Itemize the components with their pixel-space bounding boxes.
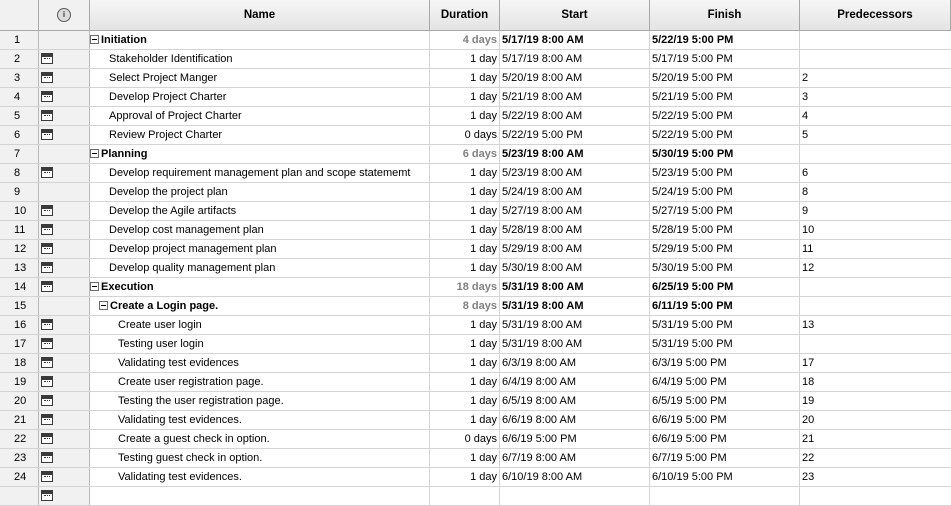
calendar-icon [41,243,53,254]
calendar-icon [41,452,53,463]
task-row[interactable] [0,468,951,487]
duration-cell[interactable]: 1 day [430,50,500,68]
task-row[interactable] [0,126,951,145]
finish-cell[interactable]: 5/17/19 5:00 PM [650,50,800,68]
row-id[interactable]: 24 [0,468,39,486]
start-cell[interactable]: 5/23/19 8:00 AM [500,164,650,182]
calendar-icon [41,357,53,368]
row-id[interactable]: 22 [0,430,39,448]
finish-cell[interactable]: 5/21/19 5:00 PM [650,88,800,106]
task-name: Testing guest check in option. [118,452,263,464]
duration-cell[interactable]: 1 day [430,335,500,353]
row-id[interactable]: 5 [0,107,39,125]
task-row[interactable] [0,183,951,202]
predecessors-cell[interactable]: 23 [802,471,815,483]
summary-task-row[interactable] [0,278,951,297]
task-name-cell[interactable] [90,430,430,448]
task-name-cell[interactable] [90,221,430,239]
task-name-cell[interactable] [90,316,430,334]
row-id[interactable]: 16 [0,316,39,334]
row-id[interactable]: 2 [0,50,39,68]
task-name: Develop quality management plan [109,262,276,274]
indicators-cell [39,430,90,448]
calendar-icon [41,414,53,425]
task-name: Develop requirement management plan and scope statememt [109,167,411,179]
task-name-cell[interactable] [90,50,430,68]
indicators-cell [39,50,90,68]
task-name-cell[interactable] [90,31,430,49]
task-name: Select Project Manger [109,72,218,84]
calendar-icon [41,471,53,482]
finish-cell[interactable]: 6/7/19 5:00 PM [650,449,800,467]
task-name: Create user registration page. [118,376,264,388]
task-name-cell[interactable] [90,411,430,429]
start-cell[interactable] [500,487,650,505]
predecessors-cell[interactable]: 3 [802,91,809,103]
predecessors-cell[interactable]: 12 [802,262,815,274]
indicators-cell [39,145,90,163]
indicators-cell [39,259,90,277]
column-header-name[interactable]: Name [90,0,430,30]
column-header-row [0,0,951,31]
indicators-cell [39,468,90,486]
duration-cell[interactable]: 1 day [430,411,500,429]
predecessors-cell[interactable]: 22 [802,452,815,464]
finish-cell[interactable]: 6/3/19 5:00 PM [650,354,800,372]
row-id[interactable]: 1 [0,31,39,49]
start-cell[interactable]: 5/17/19 8:00 AM [500,31,650,49]
task-row[interactable] [0,88,951,107]
row-id[interactable]: 6 [0,126,39,144]
task-name-cell[interactable] [90,183,430,201]
duration-cell[interactable]: 18 days [430,278,500,296]
summary-task-row[interactable] [0,145,951,164]
finish-cell[interactable]: 5/30/19 5:00 PM [650,259,800,277]
column-header-start[interactable]: Start [500,0,650,30]
task-name-cell[interactable] [90,449,430,467]
task-name-cell[interactable] [90,69,430,87]
predecessors-cell[interactable]: 10 [802,224,815,236]
column-header-indicators[interactable] [39,0,90,30]
indicators-cell [39,88,90,106]
task-row[interactable] [0,373,951,392]
predecessors-cell[interactable]: 8 [802,186,809,198]
collapse-toggle-icon[interactable] [90,35,99,44]
calendar-icon [41,110,53,121]
start-cell[interactable]: 5/31/19 8:00 AM [500,278,650,296]
task-name-cell[interactable] [90,88,430,106]
task-name-cell[interactable] [90,487,430,505]
start-cell[interactable]: 6/6/19 5:00 PM [500,430,650,448]
task-name-cell[interactable] [90,164,430,182]
finish-cell[interactable]: 6/10/19 5:00 PM [650,468,800,486]
finish-cell[interactable]: 5/30/19 5:00 PM [650,145,800,163]
task-name: Testing the user registration page. [118,395,284,407]
task-row[interactable] [0,430,951,449]
calendar-icon [41,338,53,349]
duration-cell[interactable]: 1 day [430,88,500,106]
task-row[interactable] [0,259,951,278]
indicators-cell [39,278,90,296]
start-cell[interactable]: 5/22/19 8:00 AM [500,107,650,125]
task-name-cell[interactable] [90,240,430,258]
calendar-icon [41,395,53,406]
finish-cell[interactable]: 5/28/19 5:00 PM [650,221,800,239]
finish-cell[interactable]: 5/31/19 5:00 PM [650,316,800,334]
task-name-cell[interactable] [90,259,430,277]
start-cell[interactable]: 6/5/19 8:00 AM [500,392,650,410]
indicators-cell [39,354,90,372]
duration-cell[interactable]: 1 day [430,183,500,201]
task-name-cell[interactable] [90,335,430,353]
duration-cell[interactable]: 6 days [430,145,500,163]
row-id[interactable]: 23 [0,449,39,467]
duration-cell[interactable]: 1 day [430,259,500,277]
task-name: Stakeholder Identification [109,53,233,65]
task-row[interactable] [0,411,951,430]
task-name-cell[interactable] [90,145,430,163]
row-id[interactable]: 8 [0,164,39,182]
duration-cell[interactable]: 4 days [430,31,500,49]
duration-cell[interactable]: 1 day [430,354,500,372]
calendar-icon [41,433,53,444]
row-id[interactable]: 18 [0,354,39,372]
predecessors-cell[interactable]: 9 [802,205,809,217]
duration-cell[interactable]: 0 days [430,430,500,448]
duration-cell[interactable]: 1 day [430,221,500,239]
task-name: Planning [101,148,148,160]
task-name: Develop cost management plan [109,224,264,236]
predecessors-cell[interactable]: 20 [802,414,815,426]
task-name: Create a guest check in option. [118,433,270,445]
task-name: Validating test evidences [118,357,239,369]
row-id[interactable]: 3 [0,69,39,87]
task-name-cell[interactable] [90,107,430,125]
task-name: Create user login [118,319,202,331]
task-name: Approval of Project Charter [109,110,242,122]
calendar-icon [41,262,53,273]
indicators-cell [39,164,90,182]
predecessors-cell[interactable] [800,487,951,505]
indicators-cell [39,316,90,334]
summary-task-row[interactable] [0,297,951,316]
predecessors-cell[interactable]: 21 [802,433,815,445]
row-id[interactable]: 19 [0,373,39,391]
finish-cell[interactable]: 6/6/19 5:00 PM [650,411,800,429]
finish-cell[interactable]: 6/25/19 5:00 PM [650,278,800,296]
indicators-cell [39,126,90,144]
task-name-cell[interactable] [90,373,430,391]
start-cell[interactable]: 5/22/19 5:00 PM [500,126,650,144]
indicators-cell [39,487,90,505]
finish-cell[interactable]: 6/4/19 5:00 PM [650,373,800,391]
task-name-cell[interactable] [90,392,430,410]
finish-cell[interactable]: 6/11/19 5:00 PM [650,297,800,315]
finish-cell[interactable]: 5/27/19 5:00 PM [650,202,800,220]
row-id[interactable]: 21 [0,411,39,429]
predecessors-cell[interactable] [800,145,951,163]
start-cell[interactable]: 6/6/19 8:00 AM [500,411,650,429]
start-cell[interactable]: 5/30/19 8:00 AM [500,259,650,277]
row-id[interactable]: 4 [0,88,39,106]
finish-cell[interactable]: 5/22/19 5:00 PM [650,107,800,125]
start-cell[interactable]: 5/24/19 8:00 AM [500,183,650,201]
task-name: Validating test evidences. [118,414,242,426]
task-name-cell[interactable] [90,126,430,144]
start-cell[interactable]: 6/4/19 8:00 AM [500,373,650,391]
task-name: Initiation [101,34,147,46]
start-cell[interactable]: 5/27/19 8:00 AM [500,202,650,220]
task-row[interactable] [0,449,951,468]
task-row[interactable] [0,354,951,373]
task-name: Testing user login [118,338,204,350]
start-cell[interactable]: 5/20/19 8:00 AM [500,69,650,87]
start-cell[interactable]: 6/3/19 8:00 AM [500,354,650,372]
task-name: Develop Project Charter [109,91,227,103]
duration-cell[interactable]: 0 days [430,126,500,144]
row-id[interactable]: 15 [0,297,39,315]
task-row[interactable] [0,202,951,221]
start-cell[interactable]: 5/23/19 8:00 AM [500,145,650,163]
start-cell[interactable]: 5/21/19 8:00 AM [500,88,650,106]
info-icon: i [57,8,71,22]
task-name-cell[interactable] [90,354,430,372]
finish-cell[interactable]: 6/6/19 5:00 PM [650,430,800,448]
collapse-toggle-icon[interactable] [90,149,99,158]
row-id[interactable]: 20 [0,392,39,410]
start-cell[interactable]: 5/28/19 8:00 AM [500,221,650,239]
column-header-finish[interactable]: Finish [650,0,800,30]
task-name: Develop project management plan [109,243,277,255]
predecessors-cell[interactable]: 2 [802,72,809,84]
start-cell[interactable]: 5/31/19 8:00 AM [500,335,650,353]
duration-cell[interactable]: 1 day [430,468,500,486]
indicators-cell [39,221,90,239]
duration-cell[interactable]: 8 days [430,297,500,315]
task-row[interactable] [0,487,951,506]
duration-cell[interactable]: 1 day [430,316,500,334]
calendar-icon [41,281,53,292]
row-id[interactable]: 11 [0,221,39,239]
task-row[interactable] [0,240,951,259]
task-name-cell[interactable] [90,278,430,296]
start-cell[interactable]: 5/31/19 8:00 AM [500,297,650,315]
calendar-icon [41,167,53,178]
duration-cell[interactable]: 1 day [430,373,500,391]
predecessors-cell[interactable]: 6 [802,167,809,179]
task-row[interactable] [0,50,951,69]
duration-cell[interactable]: 1 day [430,107,500,125]
predecessors-cell[interactable] [800,297,951,315]
row-id[interactable]: 14 [0,278,39,296]
task-name: Create a Login page. [110,300,219,312]
predecessors-cell[interactable] [800,31,951,49]
task-row[interactable] [0,164,951,183]
indicators-cell [39,449,90,467]
calendar-icon [41,91,53,102]
calendar-icon [41,224,53,235]
row-id[interactable]: 17 [0,335,39,353]
start-cell[interactable]: 5/29/19 8:00 AM [500,240,650,258]
row-id[interactable]: 9 [0,183,39,201]
collapse-toggle-icon[interactable] [99,301,108,310]
row-id[interactable] [0,487,39,505]
calendar-icon [41,129,53,140]
task-name-cell[interactable] [90,202,430,220]
calendar-icon [41,53,53,64]
task-name: Execution [101,281,154,293]
predecessors-cell[interactable] [800,335,951,353]
task-row[interactable] [0,69,951,88]
duration-cell[interactable]: 1 day [430,69,500,87]
task-name: Validating test evidences. [118,471,242,483]
start-cell[interactable]: 5/31/19 8:00 AM [500,316,650,334]
finish-cell[interactable]: 5/20/19 5:00 PM [650,69,800,87]
row-id[interactable]: 7 [0,145,39,163]
predecessors-cell[interactable]: 17 [802,357,815,369]
indicators-cell [39,392,90,410]
start-cell[interactable]: 6/10/19 8:00 AM [500,468,650,486]
row-id[interactable]: 13 [0,259,39,277]
task-name-cell[interactable] [90,468,430,486]
indicators-cell [39,31,90,49]
calendar-icon [41,490,53,501]
finish-cell[interactable]: 5/31/19 5:00 PM [650,335,800,353]
indicators-cell [39,297,90,315]
indicators-cell [39,335,90,353]
task-row[interactable] [0,107,951,126]
task-name: Review Project Charter [109,129,223,141]
calendar-icon [41,319,53,330]
finish-cell[interactable] [650,487,800,505]
task-name: Develop the Agile artifacts [109,205,237,217]
duration-cell[interactable]: 1 day [430,449,500,467]
predecessors-cell[interactable]: 11 [802,243,814,255]
duration-cell[interactable]: 1 day [430,240,500,258]
duration-cell[interactable]: 1 day [430,392,500,410]
indicators-cell [39,183,90,201]
predecessors-cell[interactable]: 18 [802,376,815,388]
row-id[interactable]: 10 [0,202,39,220]
finish-cell[interactable]: 5/22/19 5:00 PM [650,126,800,144]
indicators-cell [39,373,90,391]
task-rows [0,31,951,506]
row-id[interactable]: 12 [0,240,39,258]
calendar-icon [41,72,53,83]
predecessors-cell[interactable]: 19 [802,395,815,407]
predecessors-cell[interactable]: 13 [802,319,815,331]
predecessors-cell[interactable]: 4 [802,110,809,122]
indicators-cell [39,411,90,429]
calendar-icon [41,376,53,387]
finish-cell[interactable]: 5/24/19 5:00 PM [650,183,800,201]
task-row[interactable] [0,392,951,411]
finish-cell[interactable]: 5/22/19 5:00 PM [650,31,800,49]
start-cell[interactable]: 6/7/19 8:00 AM [500,449,650,467]
column-header-predecessors[interactable]: Predecessors [800,0,951,30]
duration-cell[interactable]: 1 day [430,202,500,220]
calendar-icon [41,205,53,216]
duration-cell[interactable] [430,487,500,505]
column-header-duration[interactable]: Duration [430,0,500,30]
task-name-cell[interactable] [90,297,430,315]
indicators-cell [39,240,90,258]
indicators-cell [39,107,90,125]
finish-cell[interactable]: 5/29/19 5:00 PM [650,240,800,258]
predecessors-cell[interactable]: 5 [802,129,809,141]
task-row[interactable] [0,335,951,354]
collapse-toggle-icon[interactable] [90,282,99,291]
task-name: Develop the project plan [109,186,228,198]
duration-cell[interactable]: 1 day [430,164,500,182]
start-cell[interactable]: 5/17/19 8:00 AM [500,50,650,68]
indicators-cell [39,69,90,87]
predecessors-cell[interactable] [800,278,951,296]
predecessors-cell[interactable] [800,50,951,68]
indicators-cell [39,202,90,220]
finish-cell[interactable]: 6/5/19 5:00 PM [650,392,800,410]
finish-cell[interactable]: 5/23/19 5:00 PM [650,164,800,182]
summary-task-row[interactable] [0,31,951,50]
column-header-id[interactable] [0,0,39,30]
task-row[interactable] [0,221,951,240]
task-row[interactable] [0,316,951,335]
